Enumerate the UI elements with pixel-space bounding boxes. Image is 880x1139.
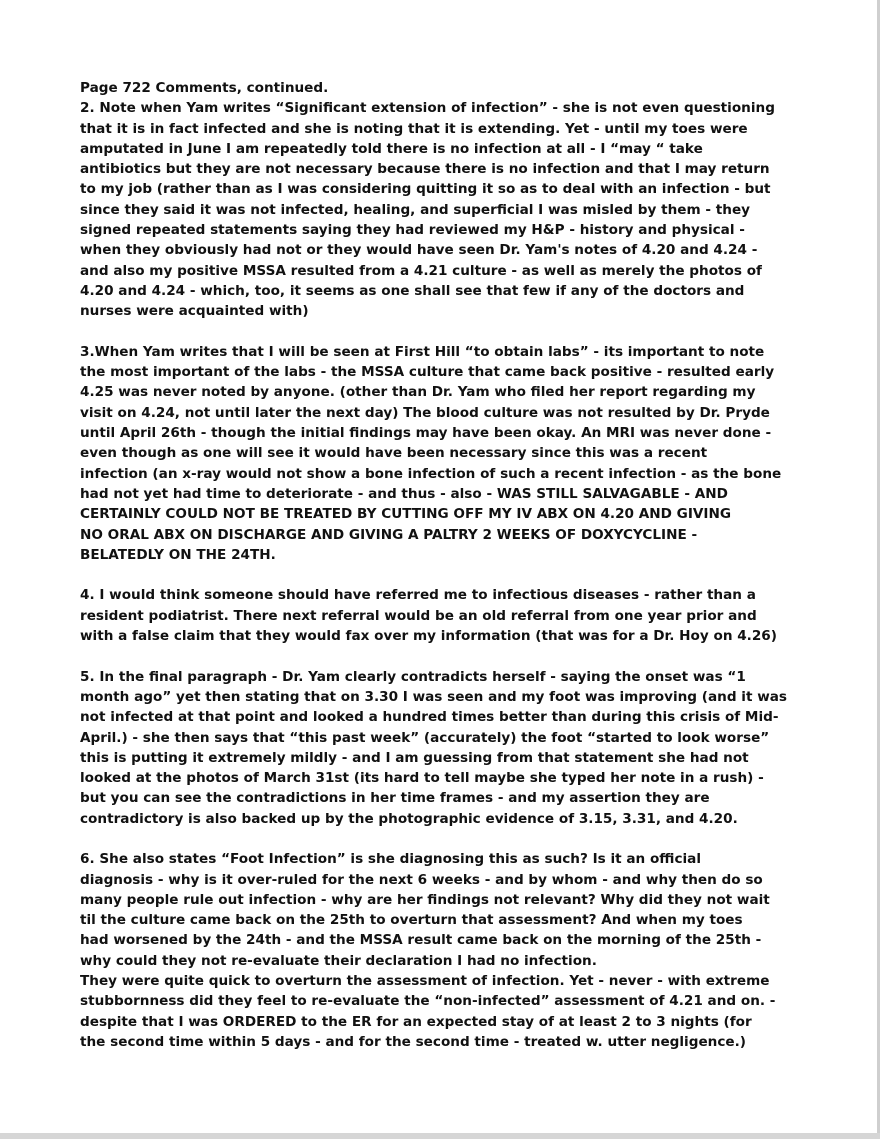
text-line: til the culture came back on the 25th to overturn that assessment? And when my toes bbox=[80, 912, 743, 929]
text-line: infection (an x-ray would not show a bone infection of such a recent infection - as the bone bbox=[80, 465, 782, 482]
text-line: visit on 4.24, not until later the next day) The blood culture was not resulted by Dr. Pryde bbox=[80, 404, 770, 421]
text-line: since they said it was not infected, healing, and superficial I was misled by them - they bbox=[80, 201, 751, 218]
text-line: month ago” yet then stating that on 3.30 I was seen and my foot was improving (and it was bbox=[80, 688, 788, 705]
text-line: 5. In the final paragraph - Dr. Yam clearly contradicts herself - saying the onset was “1 bbox=[80, 668, 746, 685]
text-line: with a false claim that they would fax over my information (that was for a Dr. Hoy on 4.26) bbox=[80, 628, 777, 645]
text-line: stubbornness did they feel to re-evaluate the “non-infected” assessment of 4.21 and on. - bbox=[80, 993, 776, 1010]
text-line: the second time within 5 days - and for the second time - treated w. utter negligence.) bbox=[80, 1033, 747, 1050]
text-line: contradictory is also backed up by the photographic evidence of 3.15, 3.31, and 4.20. bbox=[80, 810, 738, 827]
text-line: resident podiatrist. There next referral would be an old referral from one year prior and bbox=[80, 607, 757, 624]
page-heading: Page 722 Comments, continued. bbox=[80, 80, 329, 96]
text-line: even though as one will see it would have been necessary since this was a recent bbox=[80, 445, 708, 462]
text-line: diagnosis - why is it over-ruled for the next 6 weeks - and by whom - and why then do so bbox=[80, 871, 763, 888]
text-line: had not yet had time to deteriorate - and thus - also - WAS STILL SALVAGABLE - AND bbox=[80, 485, 728, 502]
scan-edge-bottom bbox=[0, 1133, 880, 1139]
paragraph-gap bbox=[80, 829, 860, 849]
paragraph-gap bbox=[80, 565, 860, 585]
text-line: when they obviously had not or they would have seen Dr. Yam's notes of 4.20 and 4.24 - bbox=[80, 242, 758, 259]
text-line: that it is in fact infected and she is noting that it is extending. Yet - until my toes were bbox=[80, 120, 748, 137]
text-line: 4.25 was never noted by anyone. (other than Dr. Yam who filed her report regarding my bbox=[80, 384, 756, 401]
text-line: NO ORAL ABX ON DISCHARGE AND GIVING A PALTRY 2 WEEKS OF DOXYCYCLINE - bbox=[80, 526, 698, 543]
text-line: nurses were acquainted with) bbox=[80, 303, 309, 320]
text-line: had worsened by the 24th - and the MSSA result came back on the morning of the 25th - bbox=[80, 932, 762, 949]
text-line: BELATEDLY ON THE 24TH. bbox=[80, 546, 276, 563]
text-line: signed repeated statements saying they had reviewed my H&P - history and physical - bbox=[80, 222, 745, 239]
text-line: and also my positive MSSA resulted from a 4.21 culture - as well as merely the photos of bbox=[80, 262, 762, 279]
text-line: why could they not re-evaluate their declaration I had no infection. bbox=[80, 952, 597, 969]
document-body bbox=[80, 78, 860, 1052]
text-line: not infected at that point and looked a hundred times better than during this crisis of Mid- bbox=[80, 709, 779, 726]
text-line: the most important of the labs - the MSSA culture that came back positive - resulted early bbox=[80, 364, 775, 381]
text-line: many people rule out infection - why are her findings not relevant? Why did they not wait bbox=[80, 891, 770, 908]
text-line: antibiotics but they are not necessary because there is no infection and that I may return bbox=[80, 161, 770, 178]
text-line: 6. She also states “Foot Infection” is she diagnosing this as such? Is it an official bbox=[80, 851, 702, 868]
text-line: but you can see the contradictions in her time frames - and my assertion they are bbox=[80, 790, 710, 807]
text-line: 2. Note when Yam writes “Significant extension of infection” - she is not even questioning bbox=[80, 100, 775, 117]
text-line: this is putting it extremely mildly - and I am guessing from that statement she had not bbox=[80, 749, 749, 766]
text-line: despite that I was ORDERED to the ER for an expected stay of at least 2 to 3 nights (for bbox=[80, 1013, 752, 1030]
text-line: 4.20 and 4.24 - which, too, it seems as one shall see that few if any of the doctors and bbox=[80, 282, 745, 299]
text-line: 4. I would think someone should have referred me to infectious diseases - rather than a bbox=[80, 587, 756, 604]
text-line: amputated in June I am repeatedly told there is no infection at all - I “may “ take bbox=[80, 140, 703, 157]
text-line: CERTAINLY COULD NOT BE TREATED BY CUTTING OFF MY IV ABX ON 4.20 AND GIVING bbox=[80, 506, 731, 523]
paragraph-gap bbox=[80, 646, 860, 666]
text-line: April.) - she then says that “this past week” (accurately) the foot “started to look worse” bbox=[80, 729, 770, 746]
text-line: They were quite quick to overturn the assessment of infection. Yet - never - with extreme bbox=[80, 973, 770, 990]
text-line: until April 26th - though the initial findings may have been okay. An MRI was never done - bbox=[80, 425, 772, 442]
paragraph-gap bbox=[80, 322, 860, 342]
text-line: to my job (rather than as I was considering quitting it so as to deal with an infection - but bbox=[80, 181, 771, 198]
text-line: looked at the photos of March 31st (its hard to tell maybe she typed her note in a rush) - bbox=[80, 770, 764, 787]
text-line: 3.When Yam writes that I will be seen at First Hill “to obtain labs” - its important to note bbox=[80, 343, 765, 360]
